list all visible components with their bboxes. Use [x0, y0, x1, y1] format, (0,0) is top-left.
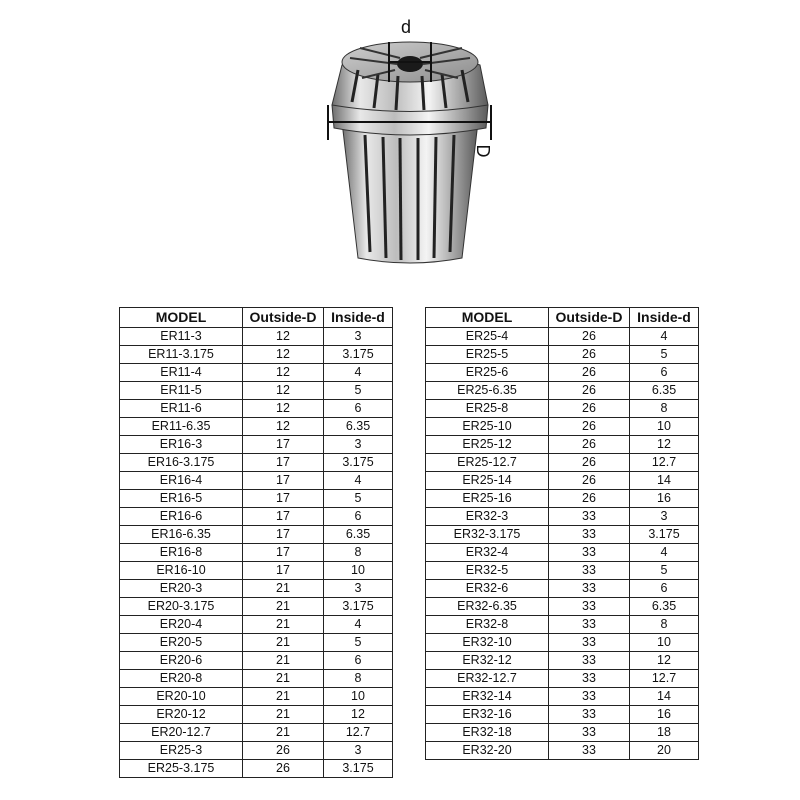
cell-model: ER32-12.7	[426, 670, 549, 688]
cell-inside-d: 3.175	[324, 454, 393, 472]
cell-outside-d: 12	[243, 364, 324, 382]
cell-model: ER25-12.7	[426, 454, 549, 472]
table-row	[426, 418, 699, 436]
cell-outside-d: 21	[243, 598, 324, 616]
table-row	[426, 598, 699, 616]
table-row	[120, 670, 393, 688]
cell-inside-d: 12	[630, 436, 699, 454]
table-row	[426, 544, 699, 562]
cell-model: ER25-12	[426, 436, 549, 454]
table-row	[120, 688, 393, 706]
cell-inside-d: 3	[630, 508, 699, 526]
cell-model: ER11-6	[120, 400, 243, 418]
cell-inside-d: 8	[324, 670, 393, 688]
table-row	[120, 562, 393, 580]
cell-outside-d: 17	[243, 544, 324, 562]
cell-inside-d: 3	[324, 328, 393, 346]
cell-model: ER11-3.175	[120, 346, 243, 364]
table-header-row	[426, 308, 699, 328]
cell-outside-d: 26	[549, 400, 630, 418]
cell-model: ER32-18	[426, 724, 549, 742]
cell-model: ER25-6	[426, 364, 549, 382]
cell-inside-d: 3.175	[324, 760, 393, 778]
cell-model: ER16-3	[120, 436, 243, 454]
cell-outside-d: 21	[243, 580, 324, 598]
cell-model: ER32-3	[426, 508, 549, 526]
table-row	[426, 634, 699, 652]
cell-inside-d: 4	[324, 364, 393, 382]
cell-model: ER32-4	[426, 544, 549, 562]
cell-outside-d: 33	[549, 562, 630, 580]
table-row	[426, 724, 699, 742]
cell-model: ER11-4	[120, 364, 243, 382]
table-row	[426, 652, 699, 670]
table-header-row	[120, 308, 393, 328]
cell-outside-d: 12	[243, 418, 324, 436]
cell-model: ER20-10	[120, 688, 243, 706]
table-row	[120, 634, 393, 652]
cell-inside-d: 12.7	[324, 724, 393, 742]
cell-inside-d: 6.35	[324, 526, 393, 544]
table-row	[426, 436, 699, 454]
table-row	[120, 706, 393, 724]
cell-model: ER32-16	[426, 706, 549, 724]
cell-model: ER20-3.175	[120, 598, 243, 616]
table-row	[120, 436, 393, 454]
cell-model: ER32-6.35	[426, 598, 549, 616]
cell-inside-d: 6.35	[630, 382, 699, 400]
table-row	[120, 346, 393, 364]
cell-inside-d: 12	[324, 706, 393, 724]
table-row	[120, 490, 393, 508]
table-row	[120, 616, 393, 634]
table-row	[120, 328, 393, 346]
cell-model: ER25-10	[426, 418, 549, 436]
cell-inside-d: 6.35	[630, 598, 699, 616]
cell-model: ER11-5	[120, 382, 243, 400]
cell-inside-d: 4	[630, 544, 699, 562]
cell-inside-d: 8	[630, 400, 699, 418]
cell-outside-d: 21	[243, 634, 324, 652]
cell-inside-d: 14	[630, 472, 699, 490]
table-row	[426, 364, 699, 382]
table-row	[120, 526, 393, 544]
cell-model: ER16-3.175	[120, 454, 243, 472]
cell-outside-d: 12	[243, 346, 324, 364]
cell-outside-d: 21	[243, 706, 324, 724]
cell-model: ER20-6	[120, 652, 243, 670]
cell-model: ER20-5	[120, 634, 243, 652]
cell-model: ER32-5	[426, 562, 549, 580]
cell-model: ER16-6	[120, 508, 243, 526]
cell-outside-d: 26	[549, 382, 630, 400]
cell-outside-d: 33	[549, 634, 630, 652]
cell-inside-d: 5	[324, 634, 393, 652]
cell-inside-d: 3	[324, 742, 393, 760]
cell-outside-d: 33	[549, 670, 630, 688]
cell-outside-d: 17	[243, 526, 324, 544]
table-row	[120, 760, 393, 778]
cell-inside-d: 12.7	[630, 454, 699, 472]
cell-model: ER32-3.175	[426, 526, 549, 544]
header-inside-d: Inside-d	[324, 308, 393, 328]
cell-model: ER25-6.35	[426, 382, 549, 400]
cell-outside-d: 33	[549, 742, 630, 760]
cell-inside-d: 5	[324, 382, 393, 400]
table-row	[426, 580, 699, 598]
cell-outside-d: 33	[549, 724, 630, 742]
cell-outside-d: 21	[243, 652, 324, 670]
table-row	[426, 670, 699, 688]
table-row	[120, 580, 393, 598]
table-row	[120, 418, 393, 436]
table-row	[120, 544, 393, 562]
cell-model: ER16-10	[120, 562, 243, 580]
cell-outside-d: 33	[549, 616, 630, 634]
table-row	[426, 526, 699, 544]
table-row	[120, 382, 393, 400]
cell-outside-d: 12	[243, 400, 324, 418]
cell-inside-d: 12	[630, 652, 699, 670]
cell-outside-d: 21	[243, 616, 324, 634]
cell-outside-d: 17	[243, 472, 324, 490]
cell-inside-d: 3.175	[630, 526, 699, 544]
cell-outside-d: 26	[549, 436, 630, 454]
cell-inside-d: 20	[630, 742, 699, 760]
table-row	[120, 598, 393, 616]
cell-inside-d: 6	[630, 364, 699, 382]
cell-model: ER11-6.35	[120, 418, 243, 436]
table-row	[426, 346, 699, 364]
cell-inside-d: 3.175	[324, 346, 393, 364]
cell-outside-d: 33	[549, 688, 630, 706]
cell-outside-d: 17	[243, 508, 324, 526]
cell-inside-d: 10	[630, 634, 699, 652]
cell-inside-d: 4	[324, 472, 393, 490]
cell-inside-d: 4	[324, 616, 393, 634]
cell-model: ER32-10	[426, 634, 549, 652]
cell-outside-d: 33	[549, 706, 630, 724]
cell-outside-d: 33	[549, 526, 630, 544]
table-row	[426, 490, 699, 508]
outer-diameter-label: D	[473, 144, 493, 158]
cell-model: ER25-3.175	[120, 760, 243, 778]
cell-model: ER25-8	[426, 400, 549, 418]
table-row	[426, 562, 699, 580]
cell-inside-d: 14	[630, 688, 699, 706]
cell-model: ER20-12.7	[120, 724, 243, 742]
cell-inside-d: 18	[630, 724, 699, 742]
cell-inside-d: 8	[630, 616, 699, 634]
cell-model: ER25-14	[426, 472, 549, 490]
cell-outside-d: 17	[243, 562, 324, 580]
table-row	[426, 508, 699, 526]
collet-diagram	[300, 0, 500, 270]
table-row	[426, 382, 699, 400]
cell-outside-d: 33	[549, 598, 630, 616]
cell-outside-d: 17	[243, 454, 324, 472]
cell-outside-d: 21	[243, 724, 324, 742]
cell-inside-d: 3.175	[324, 598, 393, 616]
cell-outside-d: 33	[549, 508, 630, 526]
inner-diameter-label: d	[400, 17, 412, 37]
header-outside-d: Outside-D	[549, 308, 630, 328]
cell-inside-d: 12.7	[630, 670, 699, 688]
header-outside-d: Outside-D	[243, 308, 324, 328]
cell-model: ER32-20	[426, 742, 549, 760]
table-row	[426, 616, 699, 634]
cell-outside-d: 26	[549, 364, 630, 382]
cell-model: ER16-5	[120, 490, 243, 508]
cell-inside-d: 10	[630, 418, 699, 436]
cell-model: ER32-14	[426, 688, 549, 706]
cell-model: ER16-4	[120, 472, 243, 490]
cell-outside-d: 21	[243, 688, 324, 706]
cell-outside-d: 17	[243, 436, 324, 454]
table-row	[120, 472, 393, 490]
cell-outside-d: 33	[549, 652, 630, 670]
cell-outside-d: 26	[549, 328, 630, 346]
table-row	[120, 652, 393, 670]
table-row	[120, 508, 393, 526]
cell-outside-d: 26	[243, 742, 324, 760]
cell-outside-d: 26	[549, 454, 630, 472]
cell-model: ER16-8	[120, 544, 243, 562]
cell-inside-d: 3	[324, 580, 393, 598]
cell-model: ER25-5	[426, 346, 549, 364]
cell-inside-d: 6	[630, 580, 699, 598]
table-row	[426, 454, 699, 472]
cell-inside-d: 6	[324, 400, 393, 418]
table-row	[426, 742, 699, 760]
cell-inside-d: 6	[324, 652, 393, 670]
table-row	[426, 706, 699, 724]
cell-outside-d: 12	[243, 382, 324, 400]
cell-model: ER25-3	[120, 742, 243, 760]
collet-spec-table-left	[119, 307, 393, 778]
cell-model: ER11-3	[120, 328, 243, 346]
cell-inside-d: 5	[630, 562, 699, 580]
cell-outside-d: 21	[243, 670, 324, 688]
collet-body	[332, 42, 488, 263]
cell-outside-d: 33	[549, 580, 630, 598]
cell-outside-d: 12	[243, 328, 324, 346]
cell-model: ER32-6	[426, 580, 549, 598]
cell-model: ER25-4	[426, 328, 549, 346]
table-row	[120, 364, 393, 382]
table-row	[120, 454, 393, 472]
table-row	[426, 328, 699, 346]
collet-spec-table-right	[425, 307, 699, 760]
cell-model: ER32-12	[426, 652, 549, 670]
cell-inside-d: 10	[324, 562, 393, 580]
cell-model: ER20-8	[120, 670, 243, 688]
table-row	[120, 742, 393, 760]
table-row	[426, 688, 699, 706]
table-row	[426, 472, 699, 490]
cell-inside-d: 10	[324, 688, 393, 706]
cell-inside-d: 16	[630, 706, 699, 724]
cell-inside-d: 6.35	[324, 418, 393, 436]
header-model: MODEL	[426, 308, 549, 328]
cell-model: ER20-3	[120, 580, 243, 598]
table-row	[120, 400, 393, 418]
cell-outside-d: 17	[243, 490, 324, 508]
cell-inside-d: 6	[324, 508, 393, 526]
cell-model: ER20-12	[120, 706, 243, 724]
table-row	[120, 724, 393, 742]
cell-outside-d: 26	[549, 472, 630, 490]
cell-outside-d: 26	[549, 490, 630, 508]
cell-outside-d: 26	[549, 346, 630, 364]
cell-model: ER32-8	[426, 616, 549, 634]
cell-model: ER20-4	[120, 616, 243, 634]
table-row	[426, 400, 699, 418]
cell-inside-d: 5	[630, 346, 699, 364]
cell-inside-d: 8	[324, 544, 393, 562]
cell-outside-d: 26	[549, 418, 630, 436]
cell-inside-d: 5	[324, 490, 393, 508]
cell-inside-d: 3	[324, 436, 393, 454]
cell-model: ER16-6.35	[120, 526, 243, 544]
cell-inside-d: 4	[630, 328, 699, 346]
header-inside-d: Inside-d	[630, 308, 699, 328]
cell-model: ER25-16	[426, 490, 549, 508]
cell-outside-d: 26	[243, 760, 324, 778]
header-model: MODEL	[120, 308, 243, 328]
cell-inside-d: 16	[630, 490, 699, 508]
cell-outside-d: 33	[549, 544, 630, 562]
